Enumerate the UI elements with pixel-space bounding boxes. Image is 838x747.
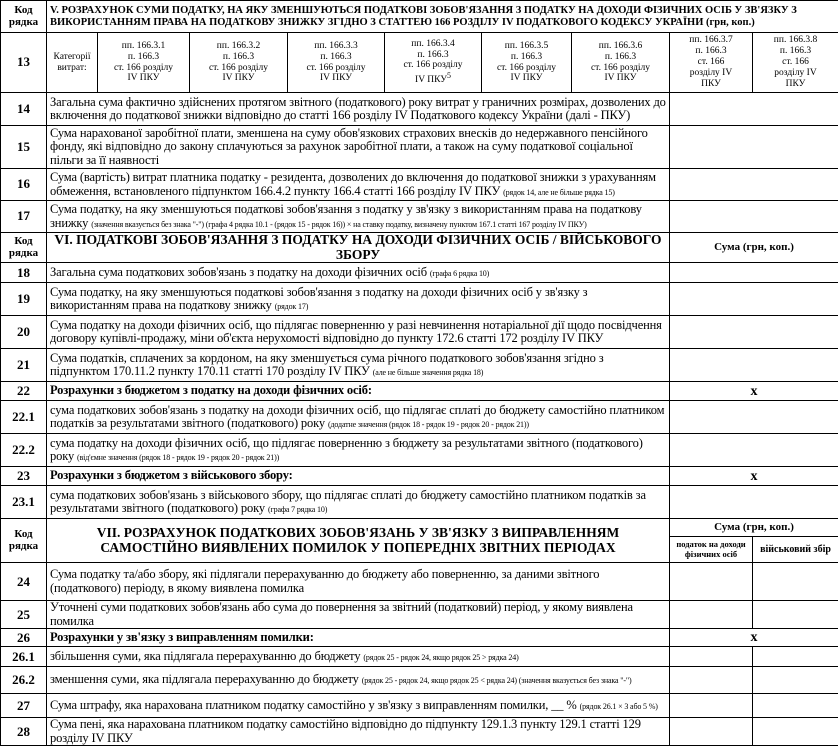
- row-code: 26: [1, 629, 47, 647]
- row-code: 26.1: [1, 647, 47, 667]
- row-note: (від'ємне значення (рядок 18 - рядок 19 - рядок 20 - рядок 21)): [77, 453, 280, 463]
- value-cell-military-levy[interactable]: [753, 647, 838, 667]
- row-code: 16: [1, 169, 47, 201]
- row-code: 18: [1, 263, 47, 283]
- row-22-2: [1, 434, 838, 467]
- row-note: (але не більше значення рядка 18): [372, 368, 484, 378]
- row-note: (графа 6 рядка 10): [429, 268, 490, 278]
- row-text: Сума податків, сплачених за кордоном, на яку зменшується сума річного податкового зобов'язання згідно з підпунктом 170.11.2 пункту 170.11 статті 170 розділу IV ПКУ (але не більше значення рядка 18): [47, 349, 670, 382]
- value-cell[interactable]: [670, 169, 838, 201]
- row-13: [1, 33, 838, 93]
- row-text: Сума податку та/або збору, які підлягали перерахуванню до бюджету або поверненню, за даними звітного (податкового) періоду, в якому виявлена помилка: [47, 563, 670, 601]
- row-28: [1, 718, 838, 746]
- value-cell-military-levy[interactable]: [753, 718, 838, 746]
- row-code: 23: [1, 467, 47, 486]
- section6-title: VI. ПОДАТКОВІ ЗОБОВ'ЯЗАННЯ З ПОДАТКУ НА ДОХОДИ ФІЗИЧНИХ ОСІБ / ВІЙСЬКОВОГО ЗБОРУ: [47, 233, 670, 263]
- row-code: 14: [1, 93, 47, 126]
- row-text: сума податку на доходи фізичних осіб, що підлягає поверненню з бюджету за результатами звітного (податкового) року (від'ємне значення (рядок 18 - рядок 19 - рядок 20 - рядок 21)): [47, 434, 670, 467]
- value-cell-pdfo[interactable]: [670, 667, 753, 694]
- row-note: (додатне значення (рядок 18 - рядок 19 - рядок 20 - рядок 21)): [327, 420, 529, 430]
- row-note: (рядок 17): [274, 302, 309, 312]
- code-column-header: Код рядка: [1, 1, 47, 33]
- section7-header-top: [1, 519, 838, 537]
- row-code: 23.1: [1, 486, 47, 519]
- value-cell[interactable]: [670, 201, 838, 233]
- value-cell-military-levy[interactable]: [753, 694, 838, 718]
- value-cell[interactable]: [670, 93, 838, 126]
- row-code: 27: [1, 694, 47, 718]
- not-applicable-mark: x: [670, 629, 838, 647]
- row-code: 17: [1, 201, 47, 233]
- row-text: Розрахунки з бюджетом з військового збору:: [47, 467, 670, 486]
- footnote-marker: 5: [447, 71, 451, 81]
- row-text: Загальна сума фактично здійснених протягом звітного (податкового) року витрат у граничних розмірах, дозволених до включення до податкової знижки відповідно до статті 166 розділу IV Податкового кодексу України (далі - ПКУ): [47, 93, 670, 126]
- category-cell: пп. 166.3.1 п. 166.3 ст. 166 розділу IV ПКУ: [98, 33, 190, 93]
- row-code: 26.2: [1, 667, 47, 694]
- value-cell[interactable]: [670, 263, 838, 283]
- value-cell-military-levy[interactable]: [753, 601, 838, 629]
- row-code: 22.2: [1, 434, 47, 467]
- row-23: [1, 467, 838, 486]
- row-20: [1, 316, 838, 349]
- not-applicable-mark: x: [670, 382, 838, 401]
- row-code: 13: [1, 33, 47, 93]
- row-code: 15: [1, 126, 47, 169]
- row-note: (рядок 26.1 × 3 або 5 %): [579, 701, 658, 711]
- category-cell: пп. 166.3.8 п. 166.3 ст. 166 розділу IV ПКУ: [753, 33, 838, 93]
- row-text: Сума штрафу, яка нарахована платником податку самостійно у зв'язку з виправленням помилки, __ % (рядок 26.1 × 3 або 5 %): [47, 694, 670, 718]
- row-code: 25: [1, 601, 47, 629]
- row-code: 19: [1, 283, 47, 316]
- row-25: [1, 601, 838, 629]
- row-note: (рядок 25 - рядок 24, якщо рядок 25 > рядка 24): [363, 652, 519, 662]
- value-cell[interactable]: [670, 486, 838, 519]
- row-26-2: [1, 667, 838, 694]
- row-code: 24: [1, 563, 47, 601]
- row-code: 21: [1, 349, 47, 382]
- category-cell: пп. 166.3.6 п. 166.3 ст. 166 розділу IV ПКУ: [572, 33, 670, 93]
- row-text: сума податкових зобов'язань з податку на доходи фізичних осіб, що підлягає сплаті до бюджету самостійно платником податків за результатами звітного (податкового) року (додатне значення (рядок 18 - рядок 19 - рядок 20 - рядок 21)): [47, 401, 670, 434]
- row-22: [1, 382, 838, 401]
- row-note: (рядок 14, але не більше рядка 15): [503, 187, 615, 197]
- category-cell: пп. 166.3.5 п. 166.3 ст. 166 розділу IV ПКУ: [482, 33, 572, 93]
- row-text: Сума пені, яка нарахована платником податку самостійно відповідно до підпункту 129.1.3 пункту 129.1 статті 129 розділу IV ПКУ: [47, 718, 670, 746]
- row-code: 20: [1, 316, 47, 349]
- value-cell-military-levy[interactable]: [753, 667, 838, 694]
- row-text: Сума податку, на яку зменшуються податкові зобов'язання з податку на доходи фізичних осіб у зв'язку з використанням права на податкову знижку (рядок 17): [47, 283, 670, 316]
- category-cell: пп. 166.3.4 п. 166.3 ст. 166 розділу IV ПКУ$^5$: [385, 33, 482, 93]
- row-text: сума податкових зобов'язань з військового збору, що підлягає сплаті до бюджету самостійно платником податків за результатами звітного (податкового) року (графа 7 рядка 10): [47, 486, 670, 519]
- code-column-header: Код рядка: [1, 519, 47, 563]
- row-18: [1, 263, 838, 283]
- row-code: 22.1: [1, 401, 47, 434]
- code-column-header: Код рядка: [1, 233, 47, 263]
- row-text: Сума (вартість) витрат платника податку - резидента, дозволених до включення до податкової знижки з урахуванням обмеження, встановленого підпунктом 166.4.2 пункту 166.4 статті 166 розділу IV ПКУ (рядок 14, але не більше рядка 15): [47, 169, 670, 201]
- row-24: [1, 563, 838, 601]
- value-cell-pdfo[interactable]: [670, 718, 753, 746]
- category-cell: пп. 166.3.2 п. 166.3 ст. 166 розділу IV ПКУ: [190, 33, 288, 93]
- row-text: Розрахунки з бюджетом з податку на доходи фізичних осіб:: [47, 382, 670, 401]
- value-cell[interactable]: [670, 349, 838, 382]
- value-cell-military-levy[interactable]: [753, 563, 838, 601]
- category-cell: пп. 166.3.3 п. 166.3 ст. 166 розділу IV ПКУ: [288, 33, 385, 93]
- not-applicable-mark: x: [670, 467, 838, 486]
- value-cell[interactable]: [670, 126, 838, 169]
- row-text: Загальна сума податкових зобов'язань з податку на доходи фізичних осіб (графа 6 рядка 10): [47, 263, 670, 283]
- section5-header: [1, 1, 838, 33]
- categories-label: Категорії витрат:: [47, 33, 98, 93]
- value-cell-pdfo[interactable]: [670, 694, 753, 718]
- row-text: Сума податку на доходи фізичних осіб, що підлягає поверненню у разі невчинення нотаріальної дії щодо посвідчення договору купівлі-продажу, міни об'єкта нерухомості відповідно до пункту 172.6 статті 172 розділу IV ПКУ: [47, 316, 670, 349]
- row-text: Сума податку, на яку зменшуються податкові зобов'язання з податку у зв'язку з використанням права на податкову знижку (значення вказується без знака "-") (графа 4 рядка 10.1 - (рядок 15 - рядок 16)) × на ставку податку, визначену пунктом 167.1 статті 167 розділу IV ПКУ): [47, 201, 670, 233]
- row-code: 28: [1, 718, 47, 746]
- column-header-military-levy: військовий збір: [753, 537, 838, 563]
- value-cell-pdfo[interactable]: [670, 601, 753, 629]
- row-26-1: [1, 647, 838, 667]
- section5-title: V. РОЗРАХУНОК СУМИ ПОДАТКУ, НА ЯКУ ЗМЕНШУЮТЬСЯ ПОДАТКОВІ ЗОБОВ'ЯЗАННЯ З ПОДАТКУ НА ДОХОДИ ФІЗИЧНИХ ОСІБ У ЗВ'ЯЗКУ З ВИКОРИСТАННЯМ ПРАВА НА ПОДАТКОВУ ЗНИЖКУ ЗГІДНО З СТАТТЕЮ 166 РОЗДІЛУ IV ПОДАТКОВОГО КОДЕКСУ УКРАЇНИ (грн, коп.): [47, 1, 838, 33]
- section6-header: [1, 233, 838, 263]
- category-cell: пп. 166.3.7 п. 166.3 ст. 166 розділу IV ПКУ: [670, 33, 753, 93]
- sum-column-header: Сума (грн, коп.): [670, 233, 838, 263]
- row-text: Уточнені суми податкових зобов'язань або сума до повернення за звітний (податковий) період, у якому виявлена помилка: [47, 601, 670, 629]
- section7-title: VII. РОЗРАХУНОК ПОДАТКОВИХ ЗОБОВ'ЯЗАНЬ У ЗВ'ЯЗКУ З ВИПРАВЛЕННЯМ САМОСТІЙНО ВИЯВЛЕНИХ ПОМИЛОК У ПОПЕРЕДНІХ ЗВІТНИХ ПЕРІОДАХ: [47, 519, 670, 563]
- value-cell-pdfo[interactable]: [670, 563, 753, 601]
- row-text: збільшення суми, яка підлягала перерахуванню до бюджету (рядок 25 - рядок 24, якщо рядок 25 > рядка 24): [47, 647, 670, 667]
- row-text: Сума нарахованої заробітної плати, зменшена на суму обов'язкових страхових внесків до недержавного пенсійного фонду, які відповідно до закону сплачуються за рахунок заробітної плати, а також на суму податкової соціальної пільги за її наявності: [47, 126, 670, 169]
- value-cell-pdfo[interactable]: [670, 647, 753, 667]
- row-note: (рядок 25 - рядок 24, якщо рядок 25 < рядка 24) (значення вказується без знака "-"): [361, 676, 632, 686]
- value-cell[interactable]: [670, 283, 838, 316]
- row-26: [1, 629, 838, 647]
- row-17: [1, 201, 838, 233]
- sum-column-header: Сума (грн, коп.): [670, 519, 838, 537]
- row-note: (значення вказується без знака "-") (графа 4 рядка 10.1 - (рядок 15 - рядок 16)) × на ставку податку, визначену пунктом 167.1 статті 167 розділу IV ПКУ): [91, 219, 587, 229]
- row-text: зменшення суми, яка підлягала перерахуванню до бюджету (рядок 25 - рядок 24, якщо рядок 25 < рядка 24) (значення вказується без знака "-"): [47, 667, 670, 694]
- row-text: Розрахунки у зв'язку з виправленням помилки:: [47, 629, 670, 647]
- row-15: [1, 126, 838, 169]
- row-21: [1, 349, 838, 382]
- row-code: 22: [1, 382, 47, 401]
- row-23-1: [1, 486, 838, 519]
- value-cell[interactable]: [670, 316, 838, 349]
- column-header-pdfo: податок на доходи фізичних осіб: [670, 537, 753, 563]
- row-22-1: [1, 401, 838, 434]
- row-19: [1, 283, 838, 316]
- row-27: [1, 694, 838, 718]
- row-14: [1, 93, 838, 126]
- value-cell[interactable]: [670, 401, 838, 434]
- value-cell[interactable]: [670, 434, 838, 467]
- row-16: [1, 169, 838, 201]
- row-note: (графа 7 рядка 10): [267, 505, 328, 515]
